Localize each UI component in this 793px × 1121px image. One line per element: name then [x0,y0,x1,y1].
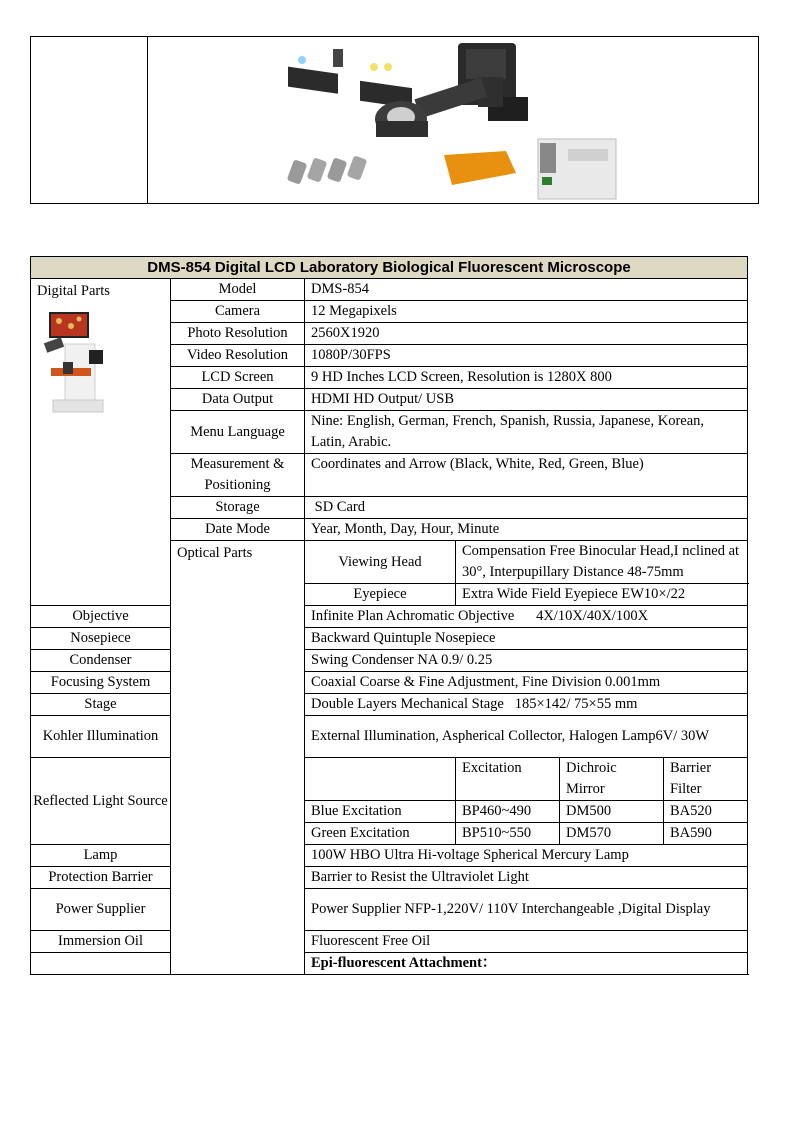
uv-shield [444,151,516,185]
spec-key: Power Supplier [31,889,171,931]
reflected-header-mirror: Dichroic Mirror [560,758,664,801]
accessories-label-cell [31,37,148,204]
accessories-image-cell [148,37,759,204]
spec-value: Nine: English, German, French, Spanish, Russia, Japanese, Korean, Latin, Arabic. [305,411,748,454]
spec-value: HDMI HD Output/ USB [305,389,748,411]
spec-key: Viewing Head [305,541,456,584]
spec-key-reflected: Reflected Light Source [31,758,171,845]
spec-key: Focusing System [31,672,171,694]
accessories-table [30,36,759,204]
spec-value: 2560X1920 [305,323,748,345]
optical-parts-label: Optical Parts [177,545,253,561]
objectives [287,155,368,184]
spec-key: Camera [171,301,305,323]
spec-key: Data Output [171,389,305,411]
reflected-row-filter: BA520 [664,801,748,823]
spec-key: Lamp [31,845,171,867]
spec-table [30,256,748,975]
spec-value: 9 HD Inches LCD Screen, Resolution is 1280X 800 [305,367,748,389]
footer-label: Epi-fluorescent Attachment： [305,953,748,975]
reflected-header-blank [305,758,456,801]
reflected-header-excitation: Excitation [456,758,560,801]
spec-key: Measurement & Positioning [171,454,305,497]
spec-key: Storage [171,497,305,519]
spec-key: LCD Screen [171,367,305,389]
spec-key: Nosepiece [31,628,171,650]
reflected-row-excitation: BP460~490 [456,801,560,823]
reflected-row-mirror: DM570 [560,823,664,845]
spec-value: Fluorescent Free Oil [305,931,748,953]
spec-key: Photo Resolution [171,323,305,345]
spec-key: Video Resolution [171,345,305,367]
spec-key: Protection Barrier [31,867,171,889]
spec-value: External Illumination, Aspherical Collector, Halogen Lamp6V/ 30W [305,716,748,758]
spec-value: Extra Wide Field Eyepiece EW10×/22 [456,584,748,606]
spec-value: Swing Condenser NA 0.9/ 0.25 [305,650,748,672]
spec-value: 12 Megapixels [305,301,748,323]
spec-key: Objective [31,606,171,628]
spec-value: Compensation Free Binocular Head,I nclined at 30°, Interpupillary Distance 48-75mm [456,541,748,584]
spec-key: Kohler Illumination [31,716,171,758]
spec-key: Model [171,279,305,301]
reflected-row-excitation: BP510~550 [456,823,560,845]
optical-parts-cell [171,541,305,975]
spec-key: Stage [31,694,171,716]
spec-value: Barrier to Resist the Ultraviolet Light [305,867,748,889]
spec-key: Condenser [31,650,171,672]
spec-key: Menu Language [171,411,305,454]
spec-key: Immersion Oil [31,931,171,953]
footer-blank-cell [31,953,171,975]
reflected-row-filter: BA590 [664,823,748,845]
power-supply [538,139,616,199]
spec-value: 1080P/30FPS [305,345,748,367]
spec-title: DMS-854 Digital LCD Laboratory Biological Fluorescent Microscope [31,257,748,279]
reflected-row-mirror: DM500 [560,801,664,823]
reflected-header-filter: Barrier Filter [664,758,748,801]
spec-key: Eyepiece [305,584,456,606]
accessories-image [148,37,758,203]
filter-cube-blue [288,49,343,94]
spec-value: Coordinates and Arrow (Black, White, Red, Green, Blue) [305,454,748,497]
reflected-row-name: Blue Excitation [305,801,456,823]
spec-value: SD Card [305,497,748,519]
microscope-image [37,308,117,428]
reflected-row-name: Green Excitation [305,823,456,845]
digital-parts-label: Digital Parts [37,283,110,299]
spec-value: Coaxial Coarse & Fine Adjustment, Fine Division 0.001mm [305,672,748,694]
spec-value: Power Supplier NFP-1,220V/ 110V Interchangeable ,Digital Display [305,889,748,931]
spec-value: Double Layers Mechanical Stage 185×142/ 75×55 mm [305,694,748,716]
spec-value: Backward Quintuple Nosepiece [305,628,748,650]
spec-value: Year, Month, Day, Hour, Minute [305,519,748,541]
spec-value: DMS-854 [305,279,748,301]
spec-value: 100W HBO Ultra Hi-voltage Spherical Mercury Lamp [305,845,748,867]
digital-parts-cell [31,279,171,606]
spec-value: Infinite Plan Achromatic Objective 4X/10X/40X/100X [305,606,748,628]
spec-key: Date Mode [171,519,305,541]
